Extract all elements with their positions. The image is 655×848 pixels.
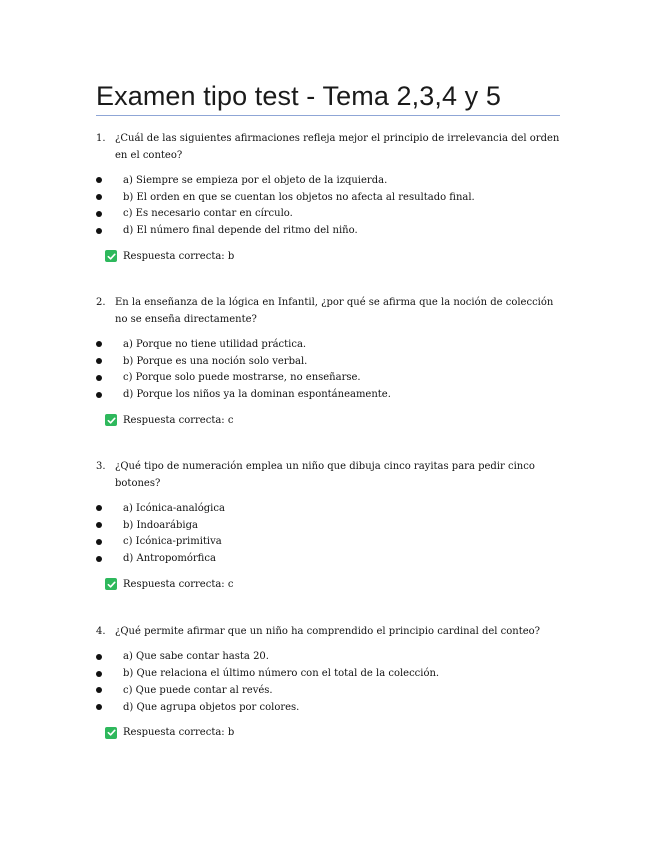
page-title: Examen tipo test - Tema 2,3,4 y 5 [96,81,502,111]
checkmark-icon [105,578,117,590]
question-stem [96,459,566,492]
question-text: En la enseñanza de la lógica en Infantil, ¿por qué se afirma que la noción de colección no se enseña directamente? [115,297,554,325]
option-text: c) Icónica-primitiva [123,536,222,548]
correct-answer [105,578,566,590]
option-c [96,682,566,699]
bullet-icon [96,522,102,528]
question-2 [96,295,566,426]
question-stem [96,624,566,641]
option-b [96,353,566,370]
option-a [96,500,566,517]
checkmark-icon [105,414,117,426]
option-text: a) Siempre se empieza por el objeto de la izquierda. [123,174,388,186]
correct-answer [105,727,566,739]
bullet-icon [96,556,102,562]
option-b [96,665,566,682]
bullet-icon [96,358,102,364]
bullet-icon [96,194,102,200]
option-a [96,649,566,666]
option-text: d) Que agrupa objetos por colores. [123,701,300,713]
question-number: 1. [96,133,106,144]
option-text: a) Porque no tiene utilidad práctica. [123,338,307,350]
correct-answer [105,250,566,262]
checkmark-icon [105,727,117,739]
bullet-icon [96,177,102,183]
correct-answer-text: Respuesta correcta: b [123,727,235,739]
option-text: a) Icónica-analógica [123,502,225,514]
option-d [96,386,566,403]
question-text: ¿Qué permite afirmar que un niño ha comprendido el principio cardinal del conteo? [115,626,541,637]
option-list [96,649,566,716]
option-b [96,189,566,206]
option-c [96,206,566,223]
option-c [96,534,566,551]
option-text: c) Que puede contar al revés. [123,684,273,696]
question-number: 2. [96,297,106,308]
question-3 [96,459,566,590]
option-a [96,172,566,189]
title-underline [96,115,560,116]
option-b [96,517,566,534]
question-stem [96,295,566,328]
question-number: 3. [96,461,106,472]
option-text: b) Que relaciona el último número con el total de la colección. [123,668,440,680]
bullet-icon [96,671,102,677]
bullet-icon [96,211,102,217]
correct-answer-text: Respuesta correcta: c [123,578,234,590]
question-text: ¿Qué tipo de numeración emplea un niño que dibuja cinco rayitas para pedir cinco botones? [115,461,535,489]
question-stem [96,131,566,164]
option-text: a) Que sabe contar hasta 20. [123,651,269,663]
question-1 [96,131,566,262]
option-a [96,336,566,353]
bullet-icon [96,341,102,347]
option-text: c) Es necesario contar en círculo. [123,208,293,220]
option-d [96,222,566,239]
option-text: d) Antropomórfica [123,553,216,565]
bullet-icon [96,539,102,545]
bullet-icon [96,687,102,693]
bullet-icon [96,392,102,398]
correct-answer-text: Respuesta correcta: b [123,250,235,262]
option-c [96,370,566,387]
bullet-icon [96,375,102,381]
option-text: b) El orden en que se cuentan los objetos no afecta al resultado final. [123,191,475,203]
option-list [96,172,566,239]
bullet-icon [96,704,102,710]
option-d [96,699,566,716]
option-text: b) Porque es una noción solo verbal. [123,355,308,367]
option-text: b) Indoarábiga [123,519,198,531]
bullet-icon [96,654,102,660]
option-list [96,500,566,567]
option-list [96,336,566,403]
question-text: ¿Cuál de las siguientes afirmaciones refleja mejor el principio de irrelevancia del orden en el conteo? [115,133,560,161]
question-number: 4. [96,626,106,637]
bullet-icon [96,228,102,234]
correct-answer-text: Respuesta correcta: c [123,414,234,426]
option-text: d) Porque los niños ya la dominan espontáneamente. [123,389,391,401]
bullet-icon [96,505,102,511]
correct-answer [105,414,566,426]
option-d [96,550,566,567]
question-4 [96,624,566,739]
checkmark-icon [105,250,117,262]
option-text: d) El número final depende del ritmo del niño. [123,225,358,237]
option-text: c) Porque solo puede mostrarse, no enseñarse. [123,372,361,384]
